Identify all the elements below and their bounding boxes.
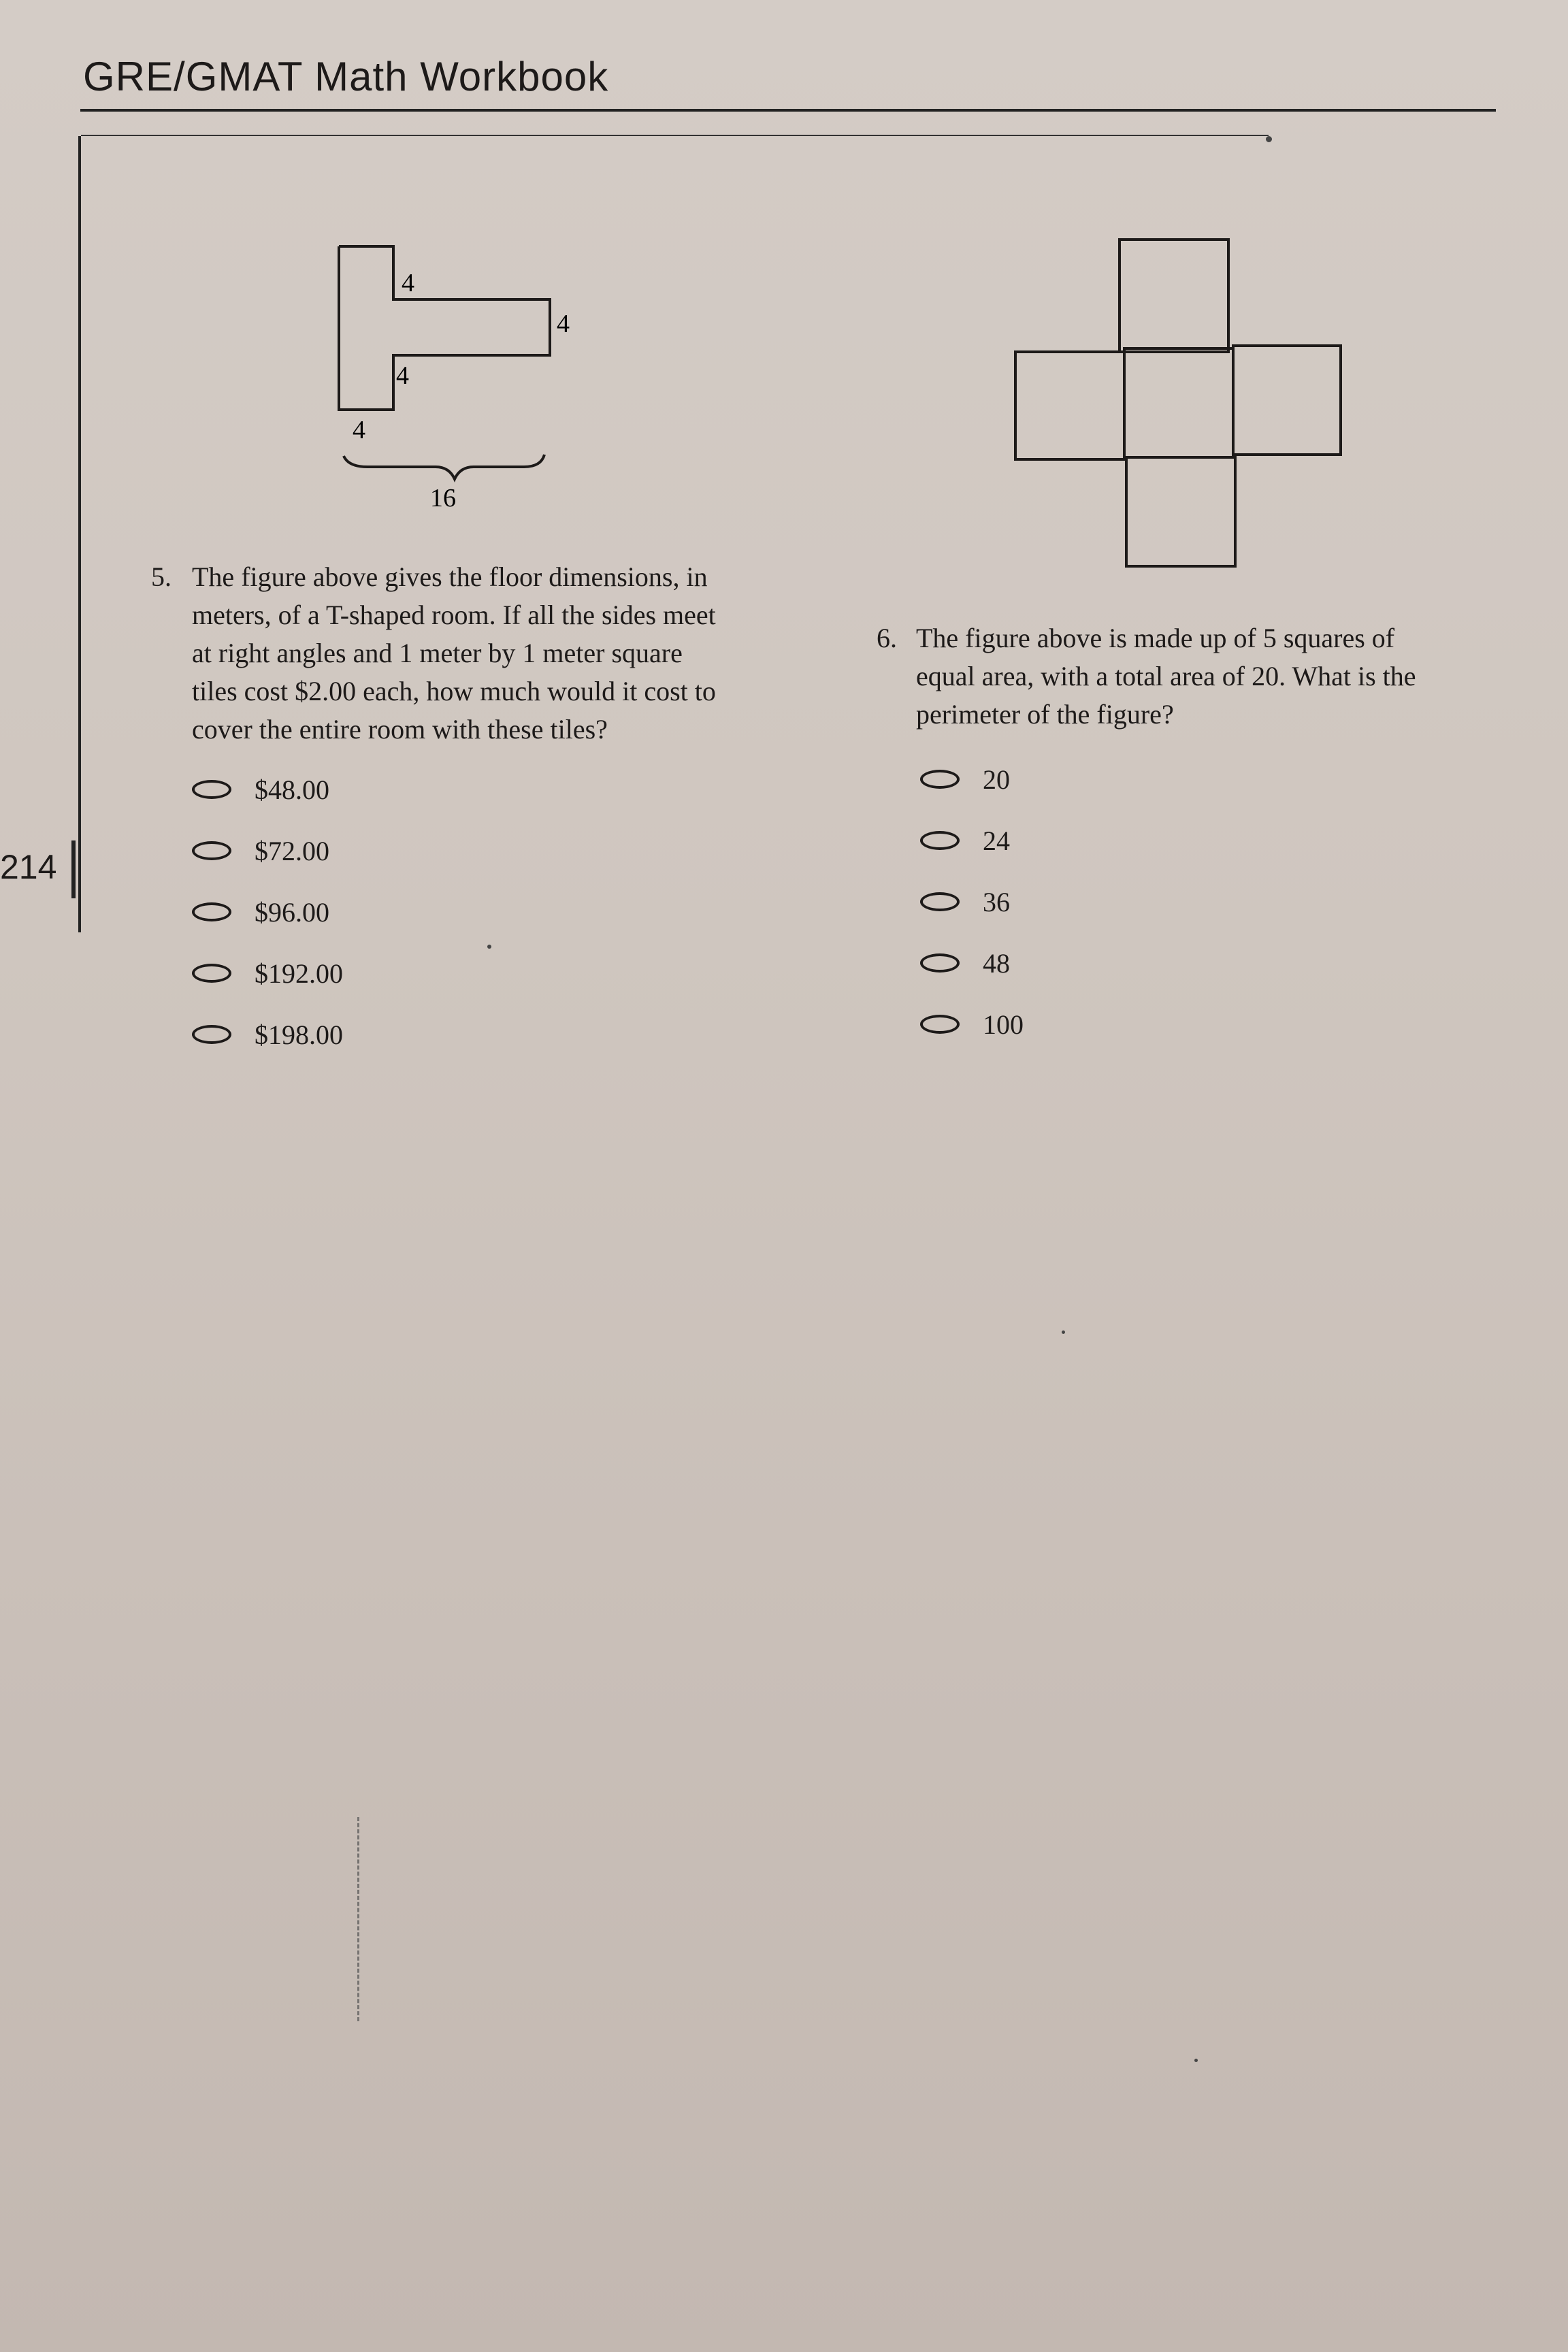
question-5-choices — [192, 759, 343, 1065]
answer-choice-d[interactable] — [192, 943, 343, 1004]
cross-square — [1126, 457, 1235, 566]
paper-speck — [1266, 136, 1272, 142]
answer-choice-label: 48 — [983, 947, 1010, 979]
page-number-marker — [71, 840, 76, 898]
t-shape-label: 4 — [402, 269, 414, 297]
answer-bubble-icon[interactable] — [192, 964, 231, 983]
answer-choice-b[interactable] — [920, 810, 1024, 871]
answer-choice-label: 24 — [983, 825, 1010, 856]
t-shape-label: 4 — [557, 310, 570, 338]
question-5-text-line: meters, of a T-shaped room. If all the sides meet — [192, 600, 716, 630]
page-header-title: GRE/GMAT Math Workbook — [83, 54, 609, 99]
question-5-text-line: The figure above gives the floor dimensions, in — [192, 561, 708, 592]
question-5-text-line: tiles cost $2.00 each, how much would it cost to — [192, 676, 716, 706]
answer-bubble-icon[interactable] — [920, 892, 960, 911]
dimension-brace — [344, 455, 544, 479]
question-5-text — [151, 558, 777, 749]
paper-speck — [1194, 2059, 1198, 2062]
content-frame-left-rule — [78, 136, 81, 932]
question-5-text-line: at right angles and 1 meter by 1 meter square — [192, 638, 683, 668]
answer-choice-d[interactable] — [920, 932, 1024, 994]
cross-square — [1124, 348, 1233, 457]
t-shape-label: 16 — [430, 484, 456, 512]
answer-bubble-icon[interactable] — [192, 780, 231, 799]
answer-choice-c[interactable] — [192, 881, 343, 943]
question-6-text — [877, 619, 1489, 734]
answer-choice-a[interactable] — [192, 759, 343, 820]
answer-bubble-icon[interactable] — [920, 1015, 960, 1034]
question-6-number: 6. — [877, 623, 897, 653]
t-shape-label: 4 — [353, 416, 365, 444]
answer-choice-c[interactable] — [920, 871, 1024, 932]
header-rule — [80, 109, 1496, 112]
question-6-text-line: The figure above is made up of 5 squares of — [916, 623, 1395, 653]
answer-bubble-icon[interactable] — [920, 770, 960, 789]
cross-square — [1233, 346, 1341, 455]
answer-bubble-icon[interactable] — [192, 841, 231, 860]
question-5-text-line: cover the entire room with these tiles? — [192, 714, 608, 745]
t-shape-outline — [339, 246, 550, 410]
question-6-text-line: perimeter of the figure? — [916, 699, 1174, 730]
answer-choice-e[interactable] — [192, 1004, 343, 1065]
paper-speck — [487, 945, 491, 949]
answer-choice-label: 20 — [983, 764, 1010, 795]
answer-bubble-icon[interactable] — [192, 902, 231, 921]
answer-choice-label: 100 — [983, 1009, 1024, 1040]
question-6 — [877, 619, 1489, 734]
question-5-number: 5. — [151, 561, 172, 592]
answer-bubble-icon[interactable] — [920, 953, 960, 973]
answer-choice-e[interactable] — [920, 994, 1024, 1055]
answer-choice-b[interactable] — [192, 820, 343, 881]
answer-choice-a[interactable] — [920, 749, 1024, 810]
question-5 — [151, 558, 777, 749]
cross-figure — [1015, 240, 1341, 566]
answer-choice-label: $96.00 — [255, 896, 329, 928]
answer-choice-label: 36 — [983, 886, 1010, 917]
paper-mark — [357, 1817, 361, 2021]
t-shape-label: 4 — [396, 361, 409, 390]
cross-square — [1015, 352, 1124, 459]
content-frame-top-rule — [81, 135, 1269, 136]
answer-bubble-icon[interactable] — [920, 831, 960, 850]
answer-choice-label: $72.00 — [255, 835, 329, 866]
cross-square — [1120, 240, 1228, 352]
answer-choice-label: $192.00 — [255, 958, 343, 989]
page-number: 214 — [0, 848, 57, 886]
answer-choice-label: $48.00 — [255, 774, 329, 805]
answer-choice-label: $198.00 — [255, 1019, 343, 1050]
question-6-choices — [920, 749, 1024, 1055]
answer-bubble-icon[interactable] — [192, 1025, 231, 1044]
paper-speck — [1062, 1330, 1065, 1334]
question-6-text-line: equal area, with a total area of 20. What is the — [916, 661, 1416, 691]
